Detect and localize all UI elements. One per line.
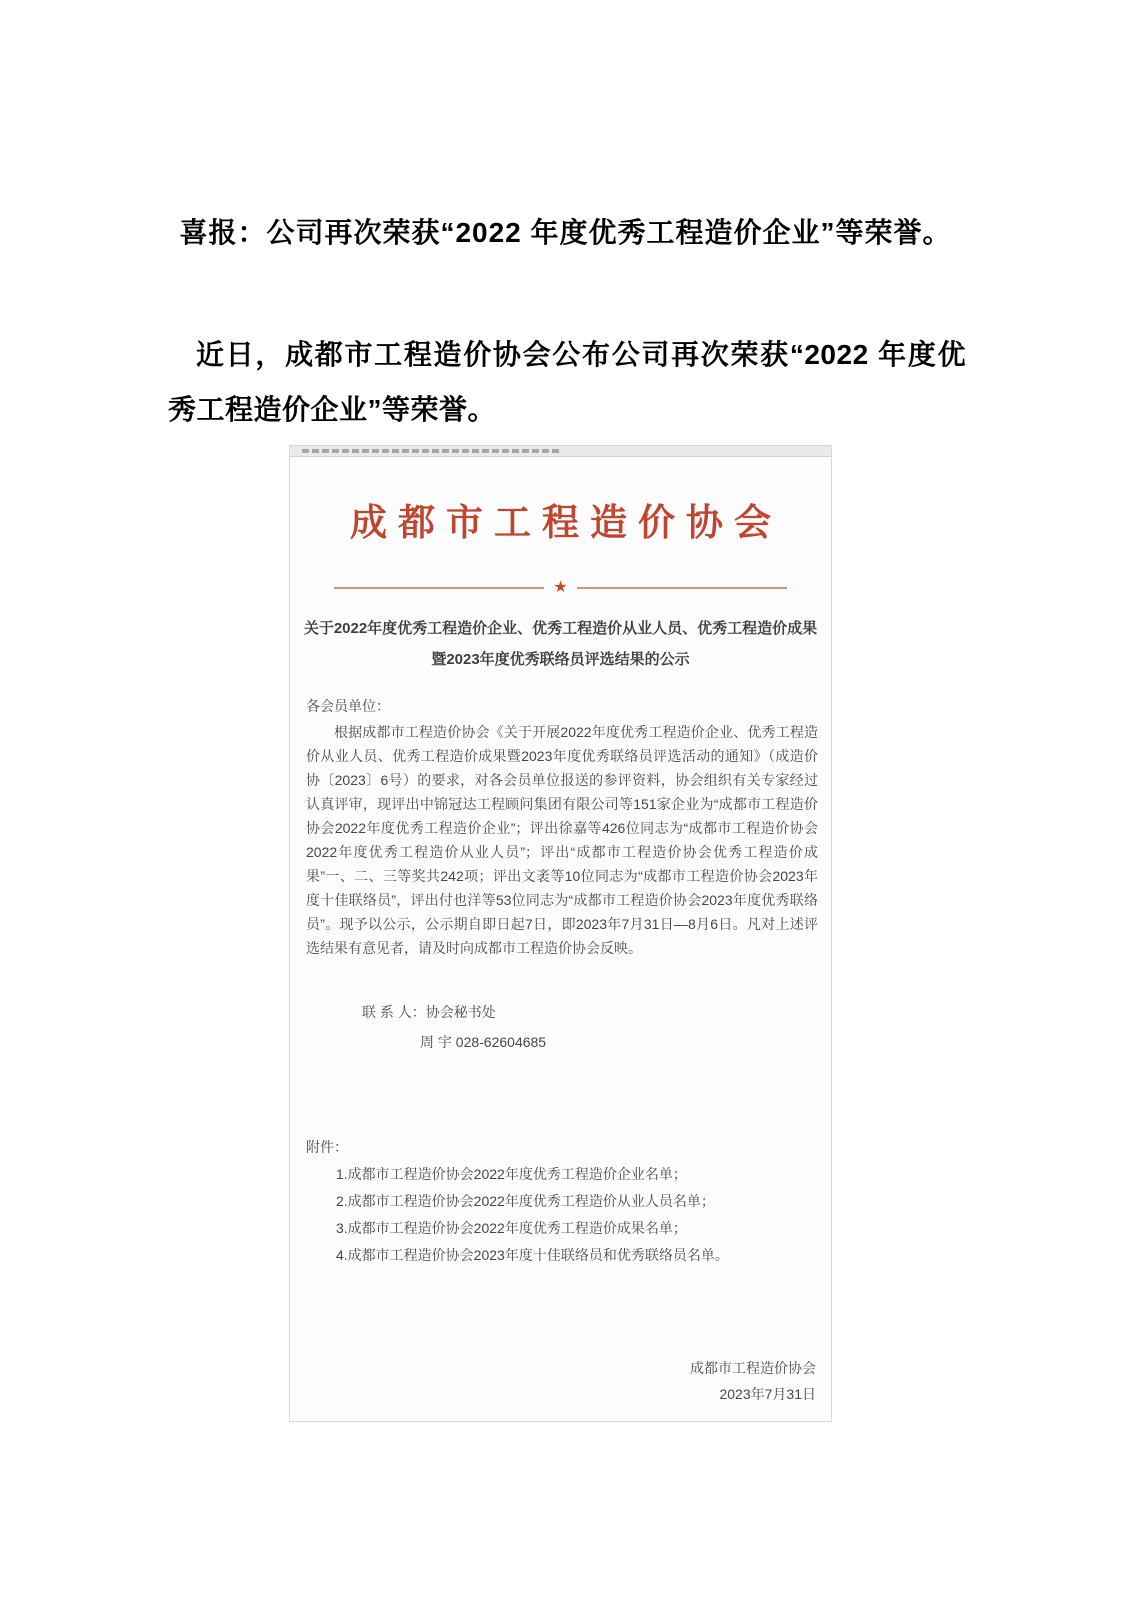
- window-titlebar: [290, 446, 831, 457]
- signature-org: 成都市工程造价协会: [690, 1360, 816, 1376]
- contact-block: [362, 997, 546, 1057]
- page-title: 喜报：公司再次荣获“2022 年度优秀工程造价企业”等荣誉。: [179, 217, 952, 248]
- notice-body: 根据成都市工程造价协会《关于开展2022年度优秀工程造价企业、优秀工程造价从业人员、优秀工程造价成果暨2023年度优秀联络员评选活动的通知》（成造价协〔2023〕6号）的要求，对各会员单位报送的参评资料，协会组织有关专家经过认真评审，现评出中锦冠达工程顾问集团有限公司等151家企业为“成都市工程造价协会2022年度优秀工程造价企业”；评出徐嘉等426位同志为“成都市工程造价协会2022年度优秀工程造价从业人员”；评出“成都市工程造价协会优秀工程造价成果”一、二、三等奖共242项；评出文袤等10位同志为“成都市工程造价协会2023年度十佳联络员”，评出付也洋等53位同志为“成都市工程造价协会2023年度优秀联络员”。现予以公示，公示期自即日起7日，即2023年7月31日—8月6日。凡对上述评选结果有意见者，请及时向成都市工程造价协会反映。: [306, 724, 818, 956]
- star-divider: [334, 580, 787, 596]
- signature-date: 2023年7月31日: [719, 1386, 816, 1402]
- divider-line-left: [334, 587, 544, 589]
- titlebar-blurred-text: [302, 449, 560, 453]
- signature-block: [690, 1355, 816, 1407]
- attachment-item: 4.成都市工程造价协会2023年度十佳联络员和优秀联络员名单。: [336, 1247, 729, 1263]
- attachment-item: 1.成都市工程造价协会2022年度优秀工程造价企业名单；: [336, 1166, 687, 1182]
- contact-phone: 周 宇 028-62604685: [420, 1034, 547, 1050]
- attachments-label: 附件：: [306, 1139, 348, 1155]
- contact-person: 联 系 人：协会秘书处: [362, 1004, 496, 1020]
- divider-line-right: [577, 587, 787, 589]
- salutation: 各会员单位：: [306, 698, 390, 714]
- star-icon: ★: [553, 579, 568, 596]
- notice-image: [289, 445, 832, 1422]
- attachments-block: [306, 1134, 818, 1269]
- association-name: 成都市工程造价协会: [350, 500, 782, 544]
- attachment-item: 2.成都市工程造价协会2022年度优秀工程造价从业人员名单；: [336, 1193, 715, 1209]
- attachment-item: 3.成都市工程造价协会2022年度优秀工程造价成果名单；: [336, 1220, 687, 1236]
- notice-heading: 关于2022年度优秀工程造价企业、优秀工程造价从业人员、优秀工程造价成果暨2023年度优秀联络员评选结果的公示: [303, 620, 818, 668]
- intro-paragraph: 近日，成都市工程造价协会公布公司再次荣获“2022 年度优秀工程造价企业”等荣誉。: [168, 339, 966, 425]
